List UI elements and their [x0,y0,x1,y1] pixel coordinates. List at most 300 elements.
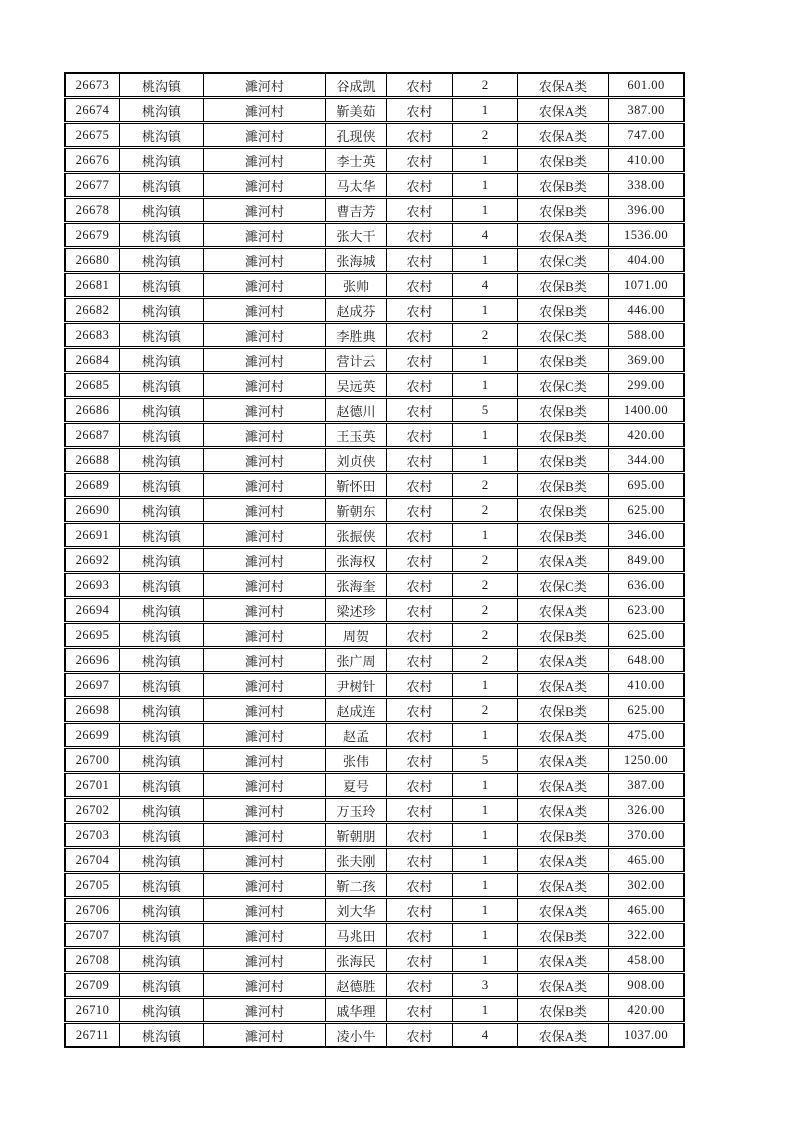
cell-amount: 420.00 [609,423,685,447]
cell-serial: 26698 [64,698,120,722]
cell-serial: 26694 [64,598,120,622]
cell-amount: 446.00 [609,298,685,322]
cell-amount: 601.00 [609,72,685,97]
table-row [64,173,685,197]
table-row [64,148,685,172]
cell-amount: 410.00 [609,148,685,172]
cell-person-count: 1 [453,998,518,1022]
table-row [64,873,685,897]
cell-insurance-category: 农保A类 [518,648,609,672]
cell-residence-type: 农村 [387,948,453,972]
cell-person-count: 1 [453,823,518,847]
cell-name: 李士英 [326,148,387,172]
cell-person-count: 4 [453,1023,518,1048]
cell-person-count: 3 [453,973,518,997]
cell-name: 梁述珍 [326,598,387,622]
cell-insurance-category: 农保A类 [518,72,609,97]
cell-amount: 625.00 [609,498,685,522]
cell-residence-type: 农村 [387,798,453,822]
table-row [64,373,685,397]
cell-serial: 26696 [64,648,120,672]
cell-village: 濉河村 [204,1023,326,1048]
cell-name: 万玉玲 [326,798,387,822]
cell-town: 桃沟镇 [120,748,204,772]
cell-serial: 26701 [64,773,120,797]
cell-person-count: 1 [453,923,518,947]
cell-serial: 26706 [64,898,120,922]
cell-residence-type: 农村 [387,523,453,547]
cell-serial: 26680 [64,248,120,272]
table-row [64,798,685,822]
table-row [64,123,685,147]
cell-person-count: 1 [453,798,518,822]
cell-serial: 26689 [64,473,120,497]
cell-person-count: 1 [453,848,518,872]
cell-person-count: 2 [453,498,518,522]
table-row [64,948,685,972]
cell-amount: 322.00 [609,923,685,947]
cell-town: 桃沟镇 [120,723,204,747]
cell-insurance-category: 农保A类 [518,673,609,697]
cell-town: 桃沟镇 [120,223,204,247]
cell-residence-type: 农村 [387,548,453,572]
cell-insurance-category: 农保A类 [518,898,609,922]
cell-person-count: 2 [453,123,518,147]
table-row [64,398,685,422]
cell-insurance-category: 农保C类 [518,373,609,397]
cell-person-count: 4 [453,223,518,247]
table-row [64,898,685,922]
cell-person-count: 2 [453,648,518,672]
cell-town: 桃沟镇 [120,423,204,447]
cell-serial: 26703 [64,823,120,847]
cell-residence-type: 农村 [387,648,453,672]
cell-insurance-category: 农保A类 [518,123,609,147]
table-row [64,198,685,222]
cell-town: 桃沟镇 [120,448,204,472]
cell-residence-type: 农村 [387,373,453,397]
cell-amount: 458.00 [609,948,685,972]
table-row [64,573,685,597]
cell-person-count: 1 [453,148,518,172]
cell-name: 靳二孩 [326,873,387,897]
cell-residence-type: 农村 [387,223,453,247]
cell-village: 濉河村 [204,623,326,647]
cell-amount: 396.00 [609,198,685,222]
cell-amount: 636.00 [609,573,685,597]
cell-person-count: 2 [453,548,518,572]
cell-name: 尹树针 [326,673,387,697]
cell-residence-type: 农村 [387,423,453,447]
cell-amount: 1037.00 [609,1023,685,1048]
cell-insurance-category: 农保A类 [518,1023,609,1048]
cell-amount: 299.00 [609,373,685,397]
cell-town: 桃沟镇 [120,72,204,97]
cell-amount: 648.00 [609,648,685,672]
table-row [64,673,685,697]
cell-residence-type: 农村 [387,573,453,597]
cell-serial: 26676 [64,148,120,172]
cell-residence-type: 农村 [387,273,453,297]
cell-town: 桃沟镇 [120,998,204,1022]
cell-person-count: 1 [453,98,518,122]
cell-village: 濉河村 [204,798,326,822]
cell-residence-type: 农村 [387,848,453,872]
cell-residence-type: 农村 [387,298,453,322]
cell-residence-type: 农村 [387,598,453,622]
cell-town: 桃沟镇 [120,473,204,497]
cell-serial: 26691 [64,523,120,547]
cell-residence-type: 农村 [387,198,453,222]
cell-residence-type: 农村 [387,673,453,697]
cell-amount: 475.00 [609,723,685,747]
cell-town: 桃沟镇 [120,673,204,697]
cell-serial: 26685 [64,373,120,397]
cell-town: 桃沟镇 [120,898,204,922]
cell-town: 桃沟镇 [120,148,204,172]
cell-person-count: 1 [453,448,518,472]
cell-village: 濉河村 [204,423,326,447]
cell-name: 张海城 [326,248,387,272]
table-row [64,273,685,297]
cell-amount: 908.00 [609,973,685,997]
cell-village: 濉河村 [204,123,326,147]
cell-name: 张海民 [326,948,387,972]
cell-village: 濉河村 [204,598,326,622]
cell-village: 濉河村 [204,698,326,722]
cell-town: 桃沟镇 [120,273,204,297]
cell-amount: 849.00 [609,548,685,572]
cell-serial: 26688 [64,448,120,472]
cell-residence-type: 农村 [387,398,453,422]
table-row [64,323,685,347]
cell-amount: 588.00 [609,323,685,347]
cell-amount: 1250.00 [609,748,685,772]
cell-name: 刘大华 [326,898,387,922]
cell-amount: 387.00 [609,773,685,797]
cell-name: 张海权 [326,548,387,572]
cell-amount: 369.00 [609,348,685,372]
cell-name: 马兆田 [326,923,387,947]
cell-insurance-category: 农保C类 [518,573,609,597]
cell-person-count: 1 [453,298,518,322]
cell-amount: 410.00 [609,673,685,697]
table-row [64,448,685,472]
cell-village: 濉河村 [204,98,326,122]
cell-person-count: 2 [453,698,518,722]
cell-residence-type: 农村 [387,898,453,922]
cell-residence-type: 农村 [387,823,453,847]
cell-village: 濉河村 [204,323,326,347]
cell-village: 濉河村 [204,298,326,322]
cell-town: 桃沟镇 [120,948,204,972]
cell-town: 桃沟镇 [120,123,204,147]
cell-insurance-category: 农保A类 [518,948,609,972]
table-row [64,1023,685,1048]
cell-insurance-category: 农保A类 [518,548,609,572]
table-row [64,973,685,997]
cell-village: 濉河村 [204,823,326,847]
cell-person-count: 2 [453,323,518,347]
cell-residence-type: 农村 [387,98,453,122]
table-row [64,823,685,847]
table-row [64,773,685,797]
cell-name: 张广周 [326,648,387,672]
cell-insurance-category: 农保B类 [518,473,609,497]
cell-serial: 26687 [64,423,120,447]
cell-residence-type: 农村 [387,123,453,147]
cell-insurance-category: 农保B类 [518,523,609,547]
cell-residence-type: 农村 [387,323,453,347]
cell-town: 桃沟镇 [120,798,204,822]
cell-person-count: 1 [453,523,518,547]
cell-insurance-category: 农保A类 [518,848,609,872]
cell-name: 王玉英 [326,423,387,447]
cell-amount: 465.00 [609,898,685,922]
table-row [64,998,685,1022]
cell-serial: 26677 [64,173,120,197]
cell-village: 濉河村 [204,398,326,422]
cell-village: 濉河村 [204,873,326,897]
cell-town: 桃沟镇 [120,298,204,322]
cell-serial: 26700 [64,748,120,772]
cell-amount: 465.00 [609,848,685,872]
cell-village: 濉河村 [204,673,326,697]
cell-residence-type: 农村 [387,72,453,97]
cell-residence-type: 农村 [387,148,453,172]
cell-amount: 338.00 [609,173,685,197]
cell-name: 赵孟 [326,723,387,747]
cell-serial: 26681 [64,273,120,297]
cell-person-count: 2 [453,598,518,622]
cell-serial: 26695 [64,623,120,647]
cell-serial: 26702 [64,798,120,822]
cell-town: 桃沟镇 [120,848,204,872]
cell-town: 桃沟镇 [120,923,204,947]
cell-residence-type: 农村 [387,723,453,747]
table-row [64,748,685,772]
cell-village: 濉河村 [204,923,326,947]
table-row [64,248,685,272]
cell-person-count: 1 [453,773,518,797]
cell-name: 马太华 [326,173,387,197]
cell-village: 濉河村 [204,173,326,197]
cell-village: 濉河村 [204,373,326,397]
cell-name: 赵德川 [326,398,387,422]
cell-insurance-category: 农保B类 [518,348,609,372]
cell-village: 濉河村 [204,523,326,547]
cell-name: 张大干 [326,223,387,247]
cell-village: 濉河村 [204,273,326,297]
cell-serial: 26692 [64,548,120,572]
cell-residence-type: 农村 [387,748,453,772]
cell-town: 桃沟镇 [120,198,204,222]
table-row [64,923,685,947]
cell-town: 桃沟镇 [120,823,204,847]
cell-village: 濉河村 [204,898,326,922]
cell-serial: 26675 [64,123,120,147]
cell-insurance-category: 农保B类 [518,823,609,847]
cell-serial: 26708 [64,948,120,972]
cell-residence-type: 农村 [387,973,453,997]
cell-insurance-category: 农保A类 [518,98,609,122]
table-row [64,648,685,672]
cell-town: 桃沟镇 [120,398,204,422]
table-row [64,698,685,722]
table-row [64,223,685,247]
cell-serial: 26686 [64,398,120,422]
cell-person-count: 1 [453,248,518,272]
cell-insurance-category: 农保C类 [518,248,609,272]
cell-insurance-category: 农保B类 [518,498,609,522]
cell-person-count: 1 [453,198,518,222]
cell-serial: 26682 [64,298,120,322]
cell-amount: 302.00 [609,873,685,897]
cell-amount: 370.00 [609,823,685,847]
cell-insurance-category: 农保A类 [518,598,609,622]
cell-serial: 26699 [64,723,120,747]
cell-village: 濉河村 [204,548,326,572]
cell-residence-type: 农村 [387,923,453,947]
cell-village: 濉河村 [204,748,326,772]
cell-insurance-category: 农保A类 [518,748,609,772]
cell-amount: 1071.00 [609,273,685,297]
cell-name: 赵德胜 [326,973,387,997]
cell-serial: 26684 [64,348,120,372]
cell-residence-type: 农村 [387,873,453,897]
cell-insurance-category: 农保B类 [518,298,609,322]
cell-amount: 1400.00 [609,398,685,422]
cell-name: 曹吉芳 [326,198,387,222]
cell-village: 濉河村 [204,248,326,272]
cell-residence-type: 农村 [387,473,453,497]
table-body [64,72,685,1048]
cell-name: 张振侠 [326,523,387,547]
cell-amount: 625.00 [609,698,685,722]
cell-name: 赵成芬 [326,298,387,322]
cell-serial: 26673 [64,72,120,97]
cell-town: 桃沟镇 [120,498,204,522]
cell-name: 靳朝东 [326,498,387,522]
cell-town: 桃沟镇 [120,773,204,797]
cell-town: 桃沟镇 [120,323,204,347]
cell-person-count: 1 [453,348,518,372]
cell-town: 桃沟镇 [120,573,204,597]
cell-town: 桃沟镇 [120,598,204,622]
cell-name: 张伟 [326,748,387,772]
cell-name: 吴远英 [326,373,387,397]
table-row [64,548,685,572]
cell-serial: 26679 [64,223,120,247]
cell-insurance-category: 农保B类 [518,148,609,172]
cell-town: 桃沟镇 [120,973,204,997]
cell-town: 桃沟镇 [120,523,204,547]
cell-insurance-category: 农保C类 [518,323,609,347]
cell-village: 濉河村 [204,148,326,172]
cell-serial: 26711 [64,1023,120,1048]
cell-village: 濉河村 [204,848,326,872]
cell-village: 濉河村 [204,348,326,372]
cell-insurance-category: 农保B类 [518,448,609,472]
cell-village: 濉河村 [204,573,326,597]
cell-insurance-category: 农保A类 [518,873,609,897]
cell-name: 刘贞侠 [326,448,387,472]
cell-name: 靳怀田 [326,473,387,497]
cell-insurance-category: 农保B类 [518,998,609,1022]
cell-village: 濉河村 [204,448,326,472]
table-row [64,72,685,97]
cell-residence-type: 农村 [387,773,453,797]
cell-person-count: 1 [453,673,518,697]
cell-person-count: 1 [453,948,518,972]
cell-person-count: 1 [453,873,518,897]
cell-insurance-category: 农保B类 [518,623,609,647]
cell-insurance-category: 农保A类 [518,723,609,747]
cell-residence-type: 农村 [387,498,453,522]
cell-name: 李胜典 [326,323,387,347]
cell-village: 濉河村 [204,773,326,797]
cell-person-count: 1 [453,723,518,747]
cell-serial: 26704 [64,848,120,872]
cell-town: 桃沟镇 [120,1023,204,1048]
cell-name: 夏号 [326,773,387,797]
cell-town: 桃沟镇 [120,548,204,572]
cell-residence-type: 农村 [387,448,453,472]
cell-serial: 26683 [64,323,120,347]
cell-name: 张夫刚 [326,848,387,872]
cell-village: 濉河村 [204,948,326,972]
cell-insurance-category: 农保B类 [518,923,609,947]
cell-residence-type: 农村 [387,623,453,647]
cell-town: 桃沟镇 [120,648,204,672]
table-row [64,598,685,622]
cell-village: 濉河村 [204,223,326,247]
table-row [64,98,685,122]
cell-village: 濉河村 [204,723,326,747]
cell-amount: 695.00 [609,473,685,497]
cell-town: 桃沟镇 [120,248,204,272]
cell-insurance-category: 农保B类 [518,273,609,297]
cell-town: 桃沟镇 [120,98,204,122]
cell-name: 靳美茹 [326,98,387,122]
cell-person-count: 2 [453,623,518,647]
cell-amount: 1536.00 [609,223,685,247]
table-row [64,523,685,547]
cell-person-count: 2 [453,72,518,97]
cell-amount: 747.00 [609,123,685,147]
cell-amount: 625.00 [609,623,685,647]
cell-town: 桃沟镇 [120,698,204,722]
cell-name: 张帅 [326,273,387,297]
cell-residence-type: 农村 [387,248,453,272]
cell-name: 戚华理 [326,998,387,1022]
cell-insurance-category: 农保B类 [518,698,609,722]
cell-town: 桃沟镇 [120,873,204,897]
cell-insurance-category: 农保B类 [518,173,609,197]
cell-insurance-category: 农保B类 [518,198,609,222]
cell-serial: 26690 [64,498,120,522]
cell-name: 张海奎 [326,573,387,597]
cell-town: 桃沟镇 [120,348,204,372]
table-row [64,723,685,747]
cell-village: 濉河村 [204,473,326,497]
table-row [64,348,685,372]
cell-serial: 26705 [64,873,120,897]
cell-village: 濉河村 [204,72,326,97]
cell-amount: 420.00 [609,998,685,1022]
cell-amount: 387.00 [609,98,685,122]
cell-name: 周贺 [326,623,387,647]
